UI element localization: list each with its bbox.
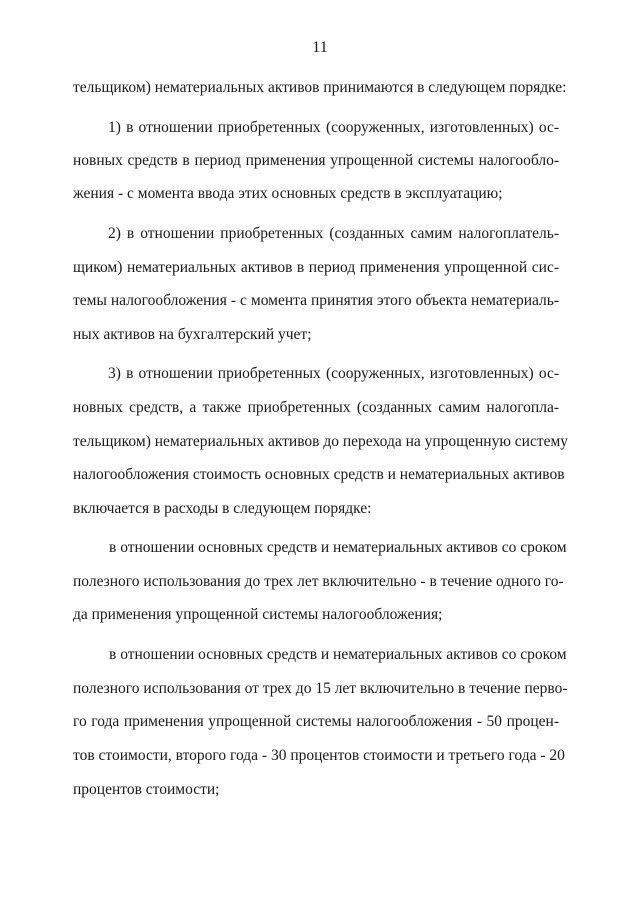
- text-line: новных средств в период применения упрощенной системы налогообло-: [73, 152, 559, 169]
- text-line: тельщиком) нематериальных активов принимаются в следующем порядке:: [73, 79, 567, 96]
- text-line: щиком) нематериальных активов в период применения упрощенной сис-: [73, 259, 559, 276]
- text-line: процентов стоимости;: [73, 781, 220, 798]
- text-line: полезного использования от трех до 15 лет включительно в течение перво-: [73, 680, 568, 697]
- text-line: тельщиком) нематериальных активов до перехода на упрощенную систему: [73, 433, 569, 450]
- text-line: жения - с момента ввода этих основных средств в эксплуатацию;: [73, 185, 503, 202]
- text-line: включается в расходы в следующем порядке:: [73, 500, 372, 517]
- text-line: го года применения упрощенной системы налогообложения - 50 процен-: [73, 713, 559, 730]
- text-line: тов стоимости, второго года - 30 процентов стоимости и третьего года - 20: [73, 747, 565, 764]
- text-line: да применения упрощенной системы налогообложения;: [73, 606, 443, 623]
- text-line: полезного использования до трех лет включительно - в течение одного го-: [73, 573, 564, 590]
- text-line: 2) в отношении приобретенных (созданных самим налогоплатель-: [108, 225, 559, 242]
- text-line: новных средств, а также приобретенных (созданных самим налогопла-: [73, 399, 559, 416]
- text-line: 1) в отношении приобретенных (сооруженных, изготовленных) ос-: [108, 119, 559, 136]
- page-number: 11: [312, 39, 328, 56]
- text-line: в отношении основных средств и нематериальных активов со сроком: [109, 646, 567, 663]
- text-line: в отношении основных средств и нематериальных активов со сроком: [109, 539, 567, 556]
- text-line: темы налогообложения - с момента принятия этого объекта нематериаль-: [73, 292, 559, 309]
- text-line: 3) в отношении приобретенных (сооруженных, изготовленных) ос-: [108, 365, 559, 382]
- text-line: налогообложения стоимость основных средств и нематериальных активов: [73, 466, 565, 483]
- text-line: ных активов на бухгалтерский учет;: [73, 326, 312, 343]
